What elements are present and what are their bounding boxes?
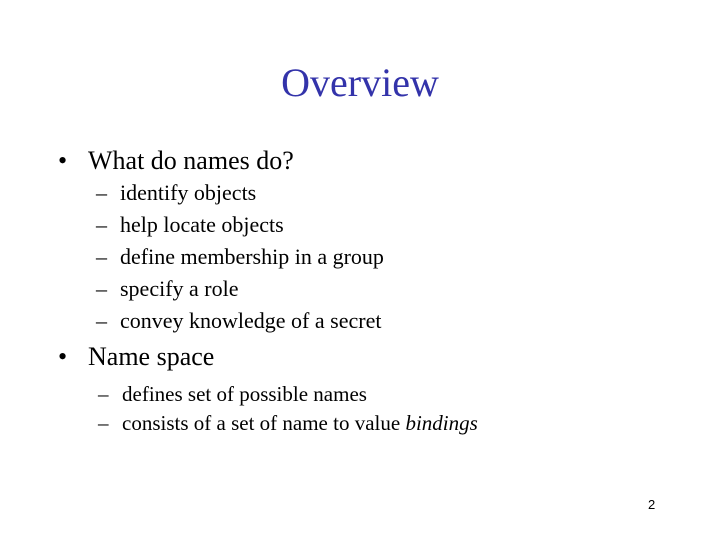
dash-marker: – [96, 308, 107, 333]
dash-marker: – [96, 180, 107, 205]
list-item-text: identify objects [120, 180, 257, 205]
list-item [96, 305, 384, 337]
list-item [96, 177, 384, 209]
bullet-text: Name space [88, 342, 215, 371]
dash-marker: – [96, 276, 107, 301]
list-item-text: specify a role [120, 276, 239, 301]
list-item-text: defines set of possible names [122, 382, 367, 406]
dash-marker: – [96, 212, 107, 237]
page-number: 2 [648, 497, 656, 512]
dash-marker: – [96, 244, 107, 269]
bullet-text: What do names do? [88, 146, 294, 175]
dash-marker: – [98, 411, 109, 435]
name-space-list [98, 380, 478, 438]
list-item [96, 273, 384, 305]
list-item [96, 209, 384, 241]
list-item-text: consists of a set of name to value [122, 411, 406, 435]
bullet-name-space [58, 341, 214, 373]
list-item-text: convey knowledge of a secret [120, 308, 382, 333]
bullet-dot: • [58, 342, 68, 371]
list-item [96, 241, 384, 273]
emphasized-term: bindings [405, 411, 478, 435]
list-item [98, 409, 478, 438]
bullet-dot: • [58, 146, 68, 175]
slide-title: Overview [281, 60, 439, 105]
name-functions-list [96, 177, 384, 337]
list-item [98, 380, 478, 409]
bullet-what-do-names-do [58, 145, 294, 177]
dash-marker: – [98, 382, 109, 406]
list-item-text: define membership in a group [120, 244, 384, 269]
list-item-text: help locate objects [120, 212, 284, 237]
